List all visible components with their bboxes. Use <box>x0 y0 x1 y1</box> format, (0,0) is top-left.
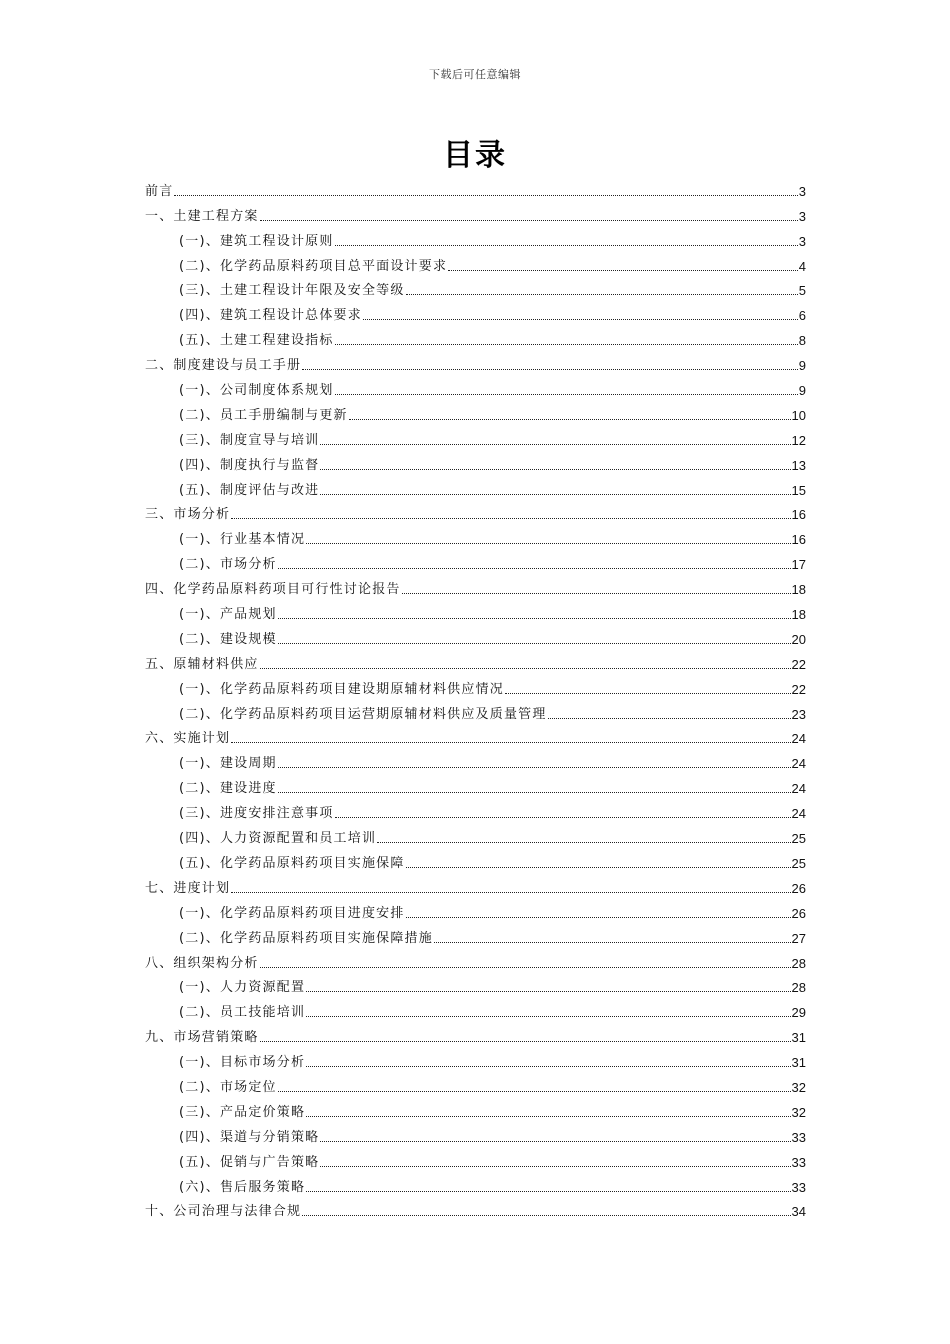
toc-entry-section[interactable] <box>145 699 806 724</box>
toc-dot-leader <box>306 543 790 544</box>
toc-dot-leader <box>406 294 798 295</box>
toc-entry-page-number: 28 <box>791 955 806 971</box>
toc-dot-leader <box>448 270 798 271</box>
toc-entry-section[interactable] <box>145 1147 806 1172</box>
toc-entry-page-number: 17 <box>791 557 806 573</box>
toc-dot-leader <box>302 369 798 370</box>
toc-dot-leader <box>260 1041 791 1042</box>
toc-entry-section[interactable] <box>145 674 806 699</box>
toc-entry-page-number: 15 <box>791 482 806 498</box>
toc-entry-page-number: 16 <box>791 532 806 548</box>
toc-entry-section[interactable] <box>145 375 806 400</box>
toc-entry-section[interactable] <box>145 1122 806 1147</box>
toc-entry-page-number: 32 <box>791 1104 806 1120</box>
toc-entry-section[interactable] <box>145 450 806 475</box>
toc-entry-label: (一)、行业基本情况 <box>179 532 306 548</box>
toc-entry-section[interactable] <box>145 1047 806 1072</box>
toc-dot-leader <box>406 917 791 918</box>
toc-entry-page-number: 22 <box>791 656 806 672</box>
toc-entry-label: 一、土建工程方案 <box>145 208 259 224</box>
toc-entry-page-number: 29 <box>791 1005 806 1021</box>
toc-dot-leader <box>306 1016 790 1017</box>
toc-entry-label: (二)、化学药品原料药项目实施保障措施 <box>179 930 433 946</box>
toc-entry-label: 七、进度计划 <box>145 880 231 896</box>
toc-entry-page-number: 25 <box>791 855 806 871</box>
toc-entry-section[interactable] <box>145 898 806 923</box>
toc-entry-chapter[interactable] <box>145 574 806 599</box>
toc-dot-leader <box>278 618 791 619</box>
toc-entry-page-number: 16 <box>791 507 806 523</box>
toc-entry-section[interactable] <box>145 997 806 1022</box>
toc-entry-chapter[interactable] <box>145 873 806 898</box>
toc-entry-section[interactable] <box>145 276 806 301</box>
toc-entry-label: 六、实施计划 <box>145 731 231 747</box>
toc-entry-section[interactable] <box>145 599 806 624</box>
toc-entry-chapter[interactable] <box>145 1197 806 1222</box>
toc-entry-page-number: 24 <box>791 731 806 747</box>
toc-entry-label: (六)、售后服务策略 <box>179 1179 306 1195</box>
toc-entry-page-number: 9 <box>798 383 806 399</box>
toc-entry-page-number: 34 <box>791 1204 806 1220</box>
toc-entry-label: (二)、员工技能培训 <box>179 1005 306 1021</box>
toc-entry-label: (四)、渠道与分销策略 <box>179 1129 320 1145</box>
toc-entry-chapter[interactable] <box>145 724 806 749</box>
toc-dot-leader <box>231 892 790 893</box>
toc-entry-page-number: 27 <box>791 930 806 946</box>
toc-entry-page-number: 24 <box>791 806 806 822</box>
toc-entry-section[interactable] <box>145 798 806 823</box>
toc-entry-label: (一)、公司制度体系规划 <box>179 383 334 399</box>
toc-entry-page-number: 33 <box>791 1129 806 1145</box>
toc-entry-page-number: 20 <box>791 631 806 647</box>
toc-entry-label: 二、制度建设与员工手册 <box>145 358 302 374</box>
toc-entry-chapter[interactable] <box>145 948 806 973</box>
toc-entry-page-number: 10 <box>791 407 806 423</box>
toc-entry-page-number: 32 <box>791 1079 806 1095</box>
toc-entry-page-number: 24 <box>791 756 806 772</box>
toc-entry-label: (三)、制度宣导与培训 <box>179 432 320 448</box>
toc-entry-label: 八、组织架构分析 <box>145 955 259 971</box>
toc-dot-leader <box>505 693 791 694</box>
toc-dot-leader <box>377 842 790 843</box>
toc-entry-chapter[interactable] <box>145 350 806 375</box>
toc-entry-label: (一)、化学药品原料药项目建设期原辅材料供应情况 <box>179 681 504 697</box>
toc-dot-leader <box>335 817 791 818</box>
toc-dot-leader <box>306 991 790 992</box>
header-note: 下载后可任意编辑 <box>429 68 521 81</box>
toc-entry-label: (三)、进度安排注意事项 <box>179 806 334 822</box>
toc-entry-page-number: 25 <box>791 831 806 847</box>
toc-entry-label: (四)、制度执行与监督 <box>179 457 320 473</box>
toc-entry-chapter[interactable] <box>145 201 806 226</box>
toc-dot-leader <box>363 319 798 320</box>
toc-entry-section[interactable] <box>145 300 806 325</box>
toc-entry-section[interactable] <box>145 973 806 998</box>
toc-dot-leader <box>335 344 798 345</box>
toc-dot-leader <box>320 444 790 445</box>
toc-entry-section[interactable] <box>145 549 806 574</box>
toc-entry-section[interactable] <box>145 848 806 873</box>
toc-entry-page-number: 18 <box>791 582 806 598</box>
toc-entry-label: (一)、化学药品原料药项目进度安排 <box>179 905 405 921</box>
toc-entry-page-number: 4 <box>798 258 806 274</box>
toc-entry-label: 前言 <box>145 183 174 199</box>
toc-dot-leader <box>306 1116 790 1117</box>
toc-dot-leader <box>320 469 790 470</box>
toc-entry-section[interactable] <box>145 748 806 773</box>
toc-entry-page-number: 23 <box>791 706 806 722</box>
toc-dot-leader <box>174 195 797 196</box>
toc-dot-leader <box>278 792 791 793</box>
toc-entry-section[interactable] <box>145 524 806 549</box>
toc-entry-section[interactable] <box>145 226 806 251</box>
toc-entry-label: 三、市场分析 <box>145 507 231 523</box>
toc-dot-leader <box>306 1191 790 1192</box>
toc-dot-leader <box>231 518 790 519</box>
toc-entry-page-number: 13 <box>791 457 806 473</box>
toc-entry-label: (二)、建设进度 <box>179 781 277 797</box>
toc-dot-leader <box>335 394 798 395</box>
toc-entry-label: (五)、土建工程建设指标 <box>179 333 334 349</box>
toc-entry-page-number: 31 <box>791 1030 806 1046</box>
toc-entry-chapter[interactable] <box>145 500 806 525</box>
toc-entry-section[interactable] <box>145 325 806 350</box>
toc-entry-label: (二)、建设规模 <box>179 631 277 647</box>
toc-entry-section[interactable] <box>145 251 806 276</box>
page-title: 目录 <box>443 138 507 173</box>
toc-dot-leader <box>349 419 791 420</box>
toc-dot-leader <box>335 245 798 246</box>
toc-entry-label: (二)、化学药品原料药项目总平面设计要求 <box>179 258 448 274</box>
toc-entry-section[interactable] <box>145 1172 806 1197</box>
toc-dot-leader <box>320 1166 790 1167</box>
toc-entry-section[interactable] <box>145 425 806 450</box>
toc-entry-label: (二)、员工手册编制与更新 <box>179 407 348 423</box>
toc-entry-page-number: 22 <box>791 681 806 697</box>
toc-dot-leader <box>260 668 791 669</box>
toc-entry-label: (一)、建筑工程设计原则 <box>179 233 334 249</box>
toc-entry-section[interactable] <box>145 1072 806 1097</box>
toc-entry-page-number: 26 <box>791 880 806 896</box>
toc-entry-label: (五)、制度评估与改进 <box>179 482 320 498</box>
toc-dot-leader <box>406 867 791 868</box>
toc-dot-leader <box>278 767 791 768</box>
toc-entry-section[interactable] <box>145 475 806 500</box>
toc-entry-label: (三)、土建工程设计年限及安全等级 <box>179 283 405 299</box>
toc-entry-label: (二)、化学药品原料药项目运营期原辅材料供应及质量管理 <box>179 706 547 722</box>
toc-entry-page-number: 33 <box>791 1154 806 1170</box>
toc-entry-label: 四、化学药品原料药项目可行性讨论报告 <box>145 582 401 598</box>
toc-entry-label: (四)、人力资源配置和员工培训 <box>179 831 377 847</box>
toc-entry-page-number: 26 <box>791 905 806 921</box>
toc-entry-label: (一)、人力资源配置 <box>179 980 306 996</box>
toc-entry-label: (五)、化学药品原料药项目实施保障 <box>179 855 405 871</box>
toc-entry-label: (五)、促销与广告策略 <box>179 1154 320 1170</box>
toc-entry-chapter[interactable] <box>145 176 806 201</box>
toc-entry-label: 五、原辅材料供应 <box>145 656 259 672</box>
toc-entry-label: (一)、目标市场分析 <box>179 1055 306 1071</box>
toc-dot-leader <box>231 742 790 743</box>
toc-entry-label: 九、市场营销策略 <box>145 1030 259 1046</box>
toc-entry-page-number: 3 <box>798 208 806 224</box>
toc-entry-section[interactable] <box>145 823 806 848</box>
toc-dot-leader <box>260 967 791 968</box>
toc-entry-label: (一)、产品规划 <box>179 607 277 623</box>
toc-entry-chapter[interactable] <box>145 1022 806 1047</box>
toc-entry-chapter[interactable] <box>145 649 806 674</box>
toc-entry-label: (二)、市场定位 <box>179 1079 277 1095</box>
toc-entry-page-number: 5 <box>798 283 806 299</box>
toc-entry-page-number: 8 <box>798 333 806 349</box>
toc-dot-leader <box>320 494 790 495</box>
toc-dot-leader <box>402 593 791 594</box>
toc-entry-section[interactable] <box>145 923 806 948</box>
toc-dot-leader <box>434 942 791 943</box>
toc-dot-leader <box>548 718 791 719</box>
toc-entry-page-number: 12 <box>791 432 806 448</box>
toc-entry-label: (一)、建设周期 <box>179 756 277 772</box>
toc-entry-page-number: 33 <box>791 1179 806 1195</box>
toc-entry-page-number: 9 <box>798 358 806 374</box>
toc-entry-label: (四)、建筑工程设计总体要求 <box>179 308 362 324</box>
toc-dot-leader <box>306 1066 790 1067</box>
table-of-contents <box>145 176 806 1221</box>
toc-dot-leader <box>278 1091 791 1092</box>
toc-entry-page-number: 28 <box>791 980 806 996</box>
toc-entry-page-number: 3 <box>798 233 806 249</box>
toc-entry-page-number: 24 <box>791 781 806 797</box>
toc-dot-leader <box>320 1141 790 1142</box>
toc-dot-leader <box>302 1215 790 1216</box>
toc-entry-label: 十、公司治理与法律合规 <box>145 1204 302 1220</box>
toc-entry-section[interactable] <box>145 400 806 425</box>
toc-entry-page-number: 18 <box>791 607 806 623</box>
toc-entry-section[interactable] <box>145 624 806 649</box>
toc-entry-label: (三)、产品定价策略 <box>179 1104 306 1120</box>
toc-entry-page-number: 3 <box>798 183 806 199</box>
toc-entry-page-number: 6 <box>798 308 806 324</box>
toc-entry-page-number: 31 <box>791 1055 806 1071</box>
toc-dot-leader <box>278 643 791 644</box>
toc-entry-section[interactable] <box>145 1097 806 1122</box>
toc-dot-leader <box>278 568 791 569</box>
toc-dot-leader <box>260 220 798 221</box>
toc-entry-label: (二)、市场分析 <box>179 557 277 573</box>
toc-entry-section[interactable] <box>145 773 806 798</box>
